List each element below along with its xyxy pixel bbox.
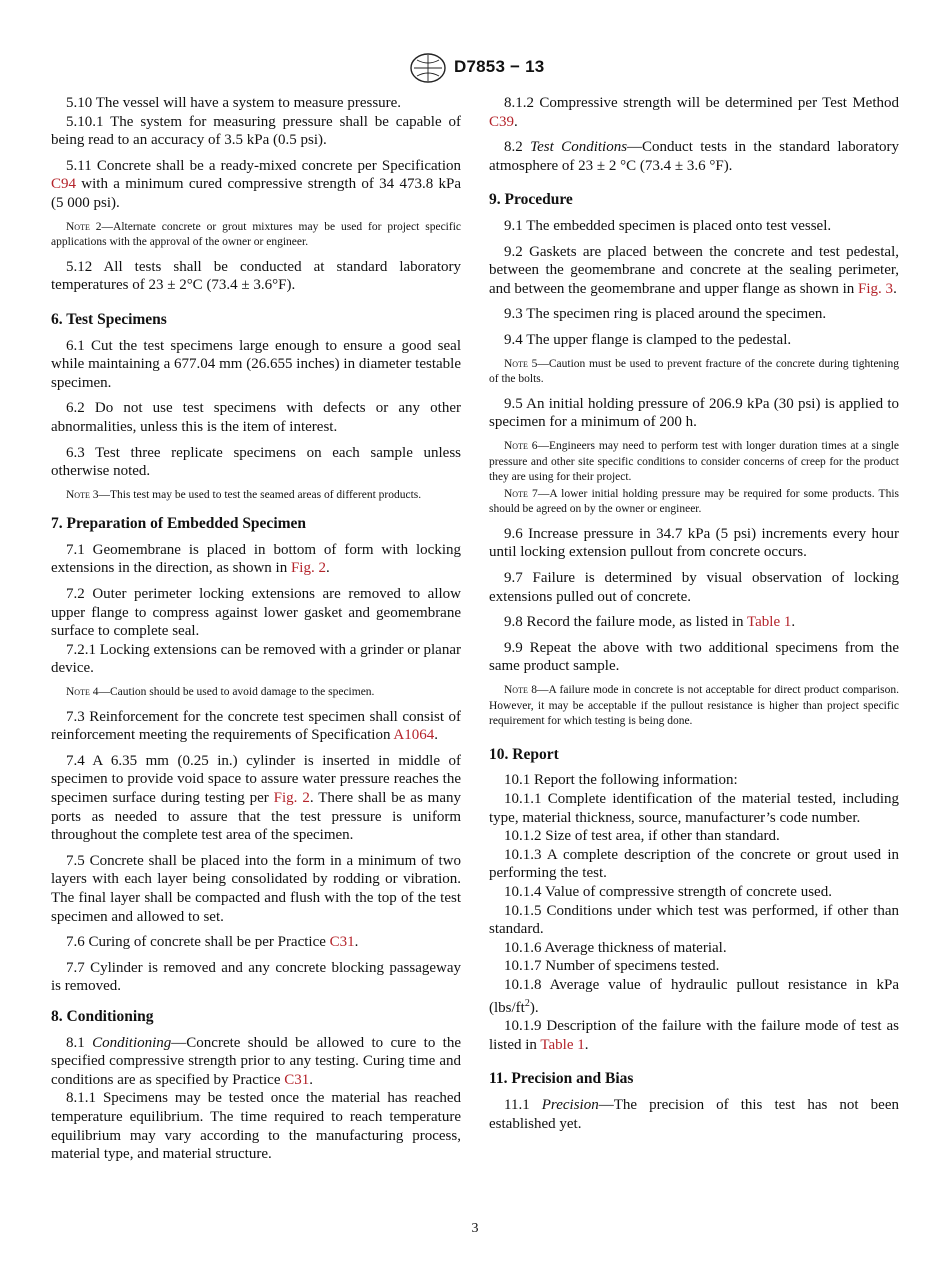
section-7-2-1: 7.2.1 Locking extensions can be removed with a grinder or planar device. (51, 641, 461, 677)
section-10-1-4: 10.1.4 Value of compressive strength of concrete used. (504, 883, 832, 900)
note-5: Note 5—Caution must be used to prevent fracture of the concrete during tightening of the bolts. (489, 357, 899, 386)
section-10-1-3: 10.1.3 A complete description of the concrete or grout used in performing the test. (489, 846, 899, 882)
section-9-6: 9.6 Increase pressure in 34.7 kPa (5 psi) increments every hour until locking extension pullout from concrete occurs. (489, 525, 899, 561)
heading-precision-bias: 11. Precision and Bias (489, 1070, 634, 1088)
heading-report: 10. Report (489, 745, 559, 763)
section-10-1-2: 10.1.2 Size of test area, if other than standard. (504, 828, 780, 845)
link-table-1[interactable]: Table 1 (747, 614, 792, 631)
link-c31[interactable]: C31 (329, 934, 355, 951)
section-7-1: 7.1 Geomembrane is placed in bottom of form with locking extensions in the direction, as shown in Fig. 2. (51, 541, 461, 577)
note-4: Note 4—Caution should be used to avoid damage to the specimen. (66, 686, 375, 699)
section-9-3: 9.3 The specimen ring is placed around the specimen. (504, 306, 827, 323)
section-8-1-1: 8.1.1 Specimens may be tested once the material has reached temperature equilibrium. The time required to reach temperature equilibrium may vary according to the manufacturing process, material type, and material structure. (51, 1090, 461, 1163)
section-9-9: 9.9 Repeat the above with two additional specimens from the same product sample. (489, 639, 899, 675)
astm-logo-icon (408, 52, 448, 84)
link-table-1[interactable]: Table 1 (540, 1036, 585, 1053)
section-9-5: 9.5 An initial holding pressure of 206.9 kPa (30 psi) is applied to specimen for a minimum of 200 h. (489, 395, 899, 431)
section-7-3: 7.3 Reinforcement for the concrete test specimen shall consist of reinforcement meeting the requirements of Specification A1064. (51, 708, 461, 744)
section-8-1: 8.1 Conditioning—Concrete should be allowed to cure to the specified compressive strength prior to any testing. Curing time and conditions are as specified by Practice C31. (51, 1034, 462, 1088)
section-8-2: 8.2 Test Conditions—Conduct tests in the standard laboratory atmosphere of 23 ± 2 °C (73.4 ± 3.6 °F). (489, 139, 899, 174)
page-number: 3 (471, 1221, 479, 1236)
link-a1064[interactable]: A1064 (393, 727, 435, 744)
section-6-1: 6.1 Cut the test specimens large enough to ensure a good seal while maintaining a 677.04 mm (26.655 inches) in diameter testable specimen. (51, 337, 461, 391)
section-9-8: 9.8 Record the failure mode, as listed in Table 1. (504, 614, 796, 631)
note-8: Note 8—A failure mode in concrete is not acceptable for direct product comparison. However, it may be acceptable if the pullout resistance is higher than project specific requirement for which testing is being done. (489, 684, 899, 728)
section-10-1-7: 10.1.7 Number of specimens tested. (504, 958, 720, 975)
note-7: Note 7—A lower initial holding pressure may be required for some products. This should be agreed on by the owner or engineer. (489, 487, 899, 516)
link-fig-3[interactable]: Fig. 3 (858, 280, 894, 297)
link-c39[interactable]: C39 (489, 113, 515, 130)
note-3: Note 3—This test may be used to test the seamed areas of different products. (66, 488, 422, 501)
section-10-1-1: 10.1.1 Complete identification of the material tested, including type, material thickness, source, manufacturer’s code number. (489, 791, 899, 826)
section-10-1-6: 10.1.6 Average thickness of material. (504, 939, 727, 956)
document-designation: D7853 − 13 (454, 57, 545, 76)
link-fig-2[interactable]: Fig. 2 (290, 560, 326, 577)
page-header (0, 52, 950, 92)
section-10-1: 10.1 Report the following information: (504, 772, 738, 789)
heading-conditioning: 8. Conditioning (51, 1007, 154, 1025)
section-9-7: 9.7 Failure is determined by visual observation of locking extensions pulled out of concrete. (489, 570, 899, 605)
section-8-1-2: 8.1.2 Compressive strength will be determined per Test Method C39. (489, 95, 899, 130)
section-5-12: 5.12 All tests shall be conducted at standard laboratory temperatures of 23 ± 2°C (73.4 ± 3.6°F). (51, 258, 461, 294)
section-10-1-9: 10.1.9 Description of the failure with the failure mode of test as listed in Table 1. (489, 1018, 899, 1053)
section-10-1-8: 10.1.8 Average value of hydraulic pullout resistance in kPa $(lbs/ft^2)$. (489, 976, 899, 1016)
link-fig-2[interactable]: Fig. 2 (273, 790, 310, 806)
section-7-4: 7.4 A 6.35 mm (0.25 in.) cylinder is inserted in middle of specimen to provide void space to assure water pressure reaches the specimen surface during testing per Fig. 2. There shall be as many ports as needed to assure that the test pressure is uniform throughout the complete test area of the specimen. (51, 752, 461, 844)
section-9-4: 9.4 The upper flange is clamped to the pedestal. (504, 331, 792, 348)
section-7-2: 7.2 Outer perimeter locking extensions are removed to allow upper flange to compress against lower gasket and geomembrane surface to complete seal. (51, 586, 461, 640)
section-6-2: 6.2 Do not use test specimens with defects or any other abnormalities, unless this is the item of interest. (51, 400, 461, 435)
section-7-6: 7.6 Curing of concrete shall be per Practice C31. (66, 934, 359, 951)
section-11-1: 11.1 Precision—The precision of this test has not been established yet. (489, 1096, 899, 1132)
left-column (51, 94, 461, 1171)
section-5-10: 5.10 The vessel will have a system to measure pressure. (66, 95, 402, 111)
section-7-7: 7.7 Cylinder is removed and any concrete blocking passageway is removed. (51, 959, 461, 995)
heading-preparation: 7. Preparation of Embedded Specimen (51, 515, 307, 533)
heading-procedure: 9. Procedure (489, 191, 573, 209)
heading-test-specimens: 6. Test Specimens (51, 310, 167, 328)
section-6-3: 6.3 Test three replicate specimens on each sample unless otherwise noted. (51, 444, 461, 480)
right-column (489, 94, 899, 1140)
section-5-10-1: 5.10.1 The system for measuring pressure shall be capable of being read to an accuracy of 3.5 kPa (0.5 psi). (51, 113, 461, 149)
note-2: Note 2—Alternate concrete or grout mixtures may be used for project specific applications with the approval of the owner or engineer. (51, 220, 462, 249)
section-9-2: 9.2 Gaskets are placed between the concrete and test pedestal, between the geomembrane and concrete at the sealing perimeter, and between the geomembrane and upper flange as shown in Fig. 3. (489, 243, 899, 297)
link-c94[interactable]: C94 (51, 176, 77, 193)
section-9-1: 9.1 The embedded specimen is placed onto test vessel. (504, 217, 832, 234)
link-c31[interactable]: C31 (284, 1071, 310, 1088)
section-10-1-5: 10.1.5 Conditions under which test was performed, if other than standard. (489, 902, 899, 938)
note-6: Note 6—Engineers may need to perform test with longer duration times at a single pressure and other site specific conditions to consider concerns of creep for the product they are using for their project. (489, 439, 899, 484)
section-7-5: 7.5 Concrete shall be placed into the form in a minimum of two layers with each layer being consolidated by rodding or vibration. The final layer shall be compacted and flush with the top of the test specimen and allowed to set. (51, 852, 461, 925)
section-5-11: 5.11 Concrete shall be a ready-mixed concrete per Specification C94 with a minimum cured compressive strength of 34 473.8 kPa (5 000 psi). (51, 157, 461, 211)
